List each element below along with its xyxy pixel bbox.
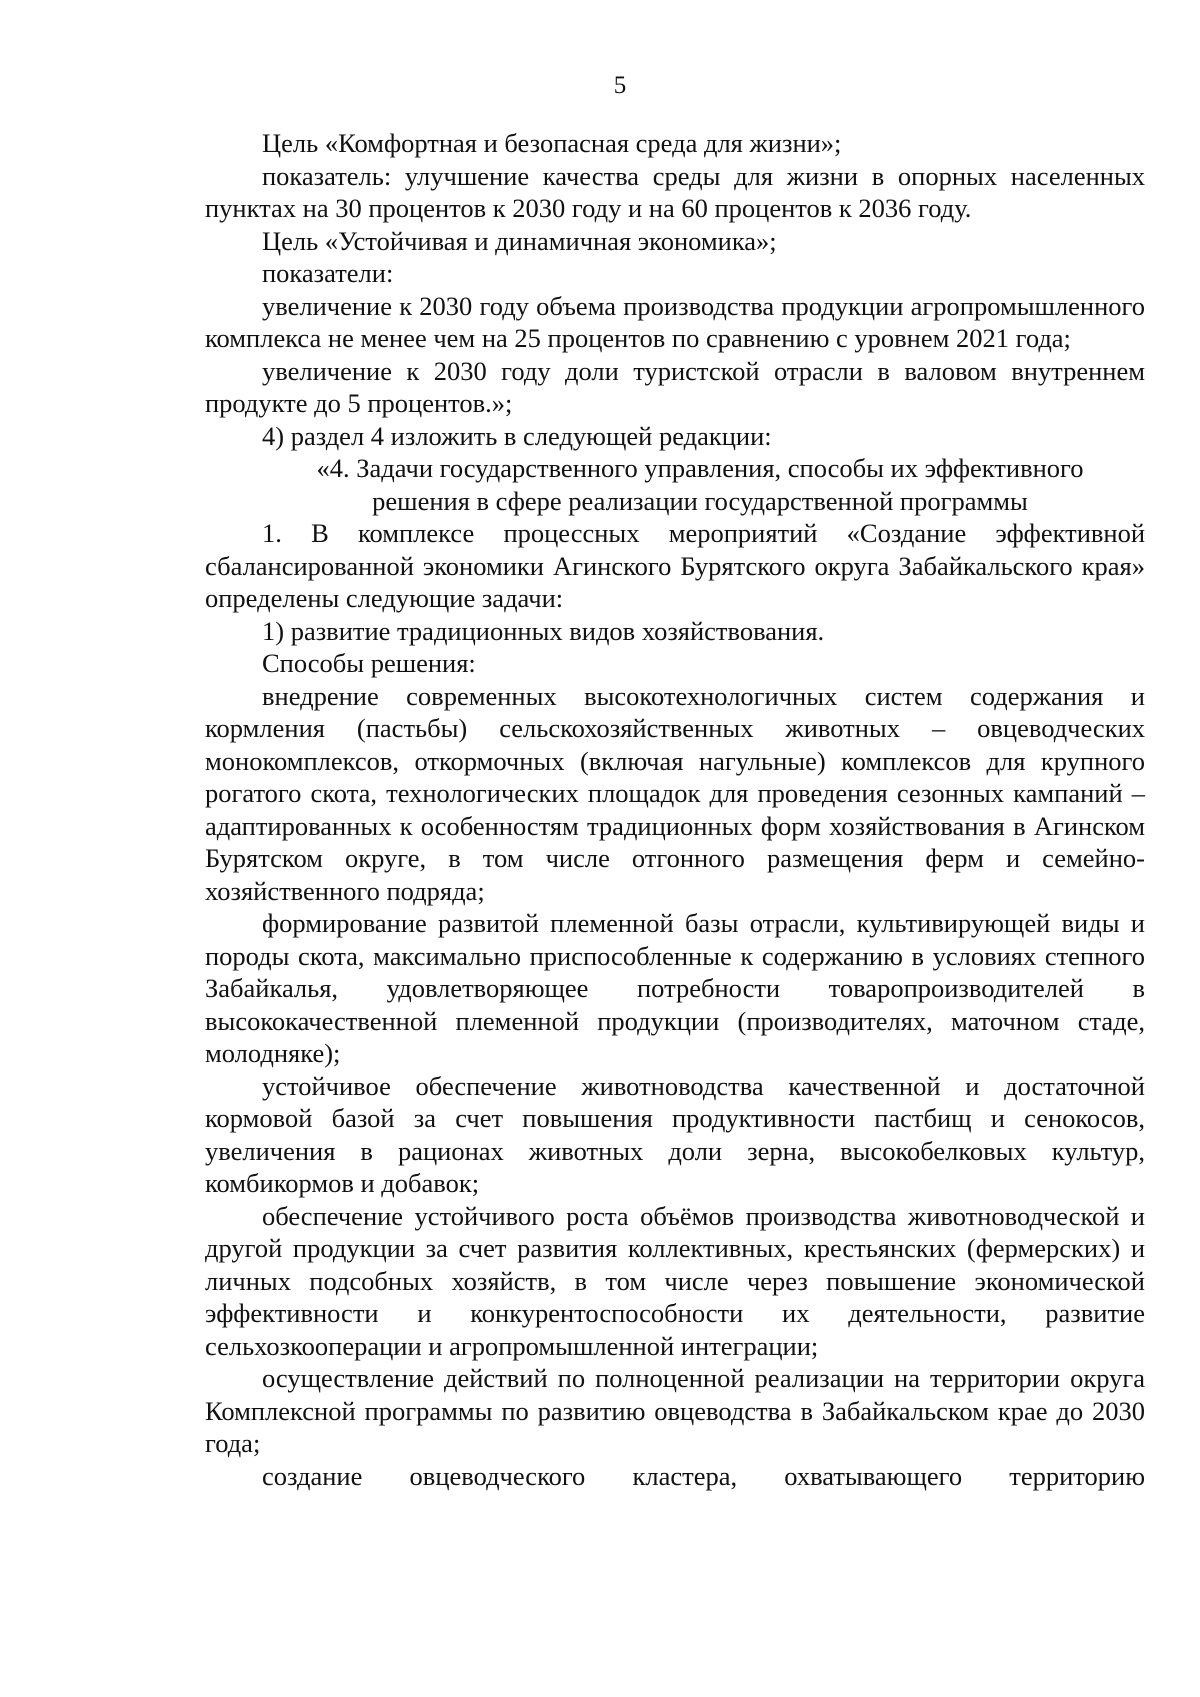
paragraph: показатель: улучшение качества среды для жизни в опорных населенных пунктах на 30 процентов к 2030 году и на 60 процентов к 2036 году. bbox=[205, 160, 1145, 223]
paragraph: 4) раздел 4 изложить в следующей редакции: bbox=[262, 420, 772, 451]
section-heading bbox=[205, 452, 1145, 517]
paragraph: создание овцеводческого кластера, охватывающего территорию bbox=[262, 1460, 1145, 1491]
paragraph: увеличение к 2030 году объема производства продукции агропромышленного комплекса не менее чем на 25 процентов по сравнению с уровнем 2021 года; bbox=[205, 290, 1145, 353]
document-body bbox=[205, 127, 1145, 1492]
paragraph: внедрение современных высокотехнологичных систем содержания и кормления (пастьбы) сельскохозяйственных животных – овцеводческих монокомплексов, откормочных (включая нагульные) комплексов для крупного рогатого скота, технологических площадок для проведения сезонных кампаний – адаптированных к особенностям традиционных форм хозяйствования в Агинском Бурятском округе, в том числе отгонного размещения ферм и семейно-хозяйственного подряда; bbox=[205, 680, 1145, 906]
paragraph: 1. В комплексе процессных мероприятий «Создание эффективной сбалансированной экономики Агинского Бурятского округа Забайкальского края» определены следующие задачи: bbox=[205, 518, 1145, 613]
paragraph: Способы решения: bbox=[262, 648, 476, 678]
section-heading-line: решения в сфере реализации государственной программы bbox=[372, 485, 1028, 516]
paragraph: обеспечение устойчивого роста объёмов производства животноводческой и другой продукции за счет развития коллективных, крестьянских (фермерских) и личных подсобных хозяйств, в том числе через повышение экономической эффективности и конкурентоспособности их деятельности, развитие сельхозкооперации и агропромышленной интеграции; bbox=[205, 1200, 1145, 1361]
paragraph: 1) развитие традиционных видов хозяйствования. bbox=[262, 615, 825, 646]
paragraph: увеличение к 2030 году доли туристской отрасли в валовом внутреннем продукте до 5 процентов.»; bbox=[205, 355, 1145, 418]
paragraph: осуществление действий по полноценной реализации на территории округа Комплексной программы по развитию овцеводства в Забайкальском крае до 2030 года; bbox=[205, 1363, 1145, 1458]
page-number: 5 bbox=[613, 72, 627, 99]
paragraph: Цель «Комфортная и безопасная среда для жизни»; bbox=[262, 128, 842, 158]
paragraph: формирование развитой племенной базы отрасли, культивирующей виды и породы скота, максимально приспособленные к содержанию в условиях степного Забайкалья, удовлетворяющее потребности товаропроизводителей в высококачественной племенной продукции (производителях, маточном стаде, молодняке); bbox=[205, 908, 1145, 1068]
paragraph: показатели: bbox=[262, 258, 394, 288]
paragraph: Цель «Устойчивая и динамичная экономика»; bbox=[262, 225, 777, 256]
section-heading-line: «4. Задачи государственного управления, способы их эффективного bbox=[316, 453, 1084, 483]
paragraph: устойчивое обеспечение животноводства качественной и достаточной кормовой базой за счет повышения продуктивности пастбищ и сенокосов, увеличения в рационах животных доли зерна, высокобелковых культур, комбикормов и добавок; bbox=[205, 1070, 1145, 1198]
